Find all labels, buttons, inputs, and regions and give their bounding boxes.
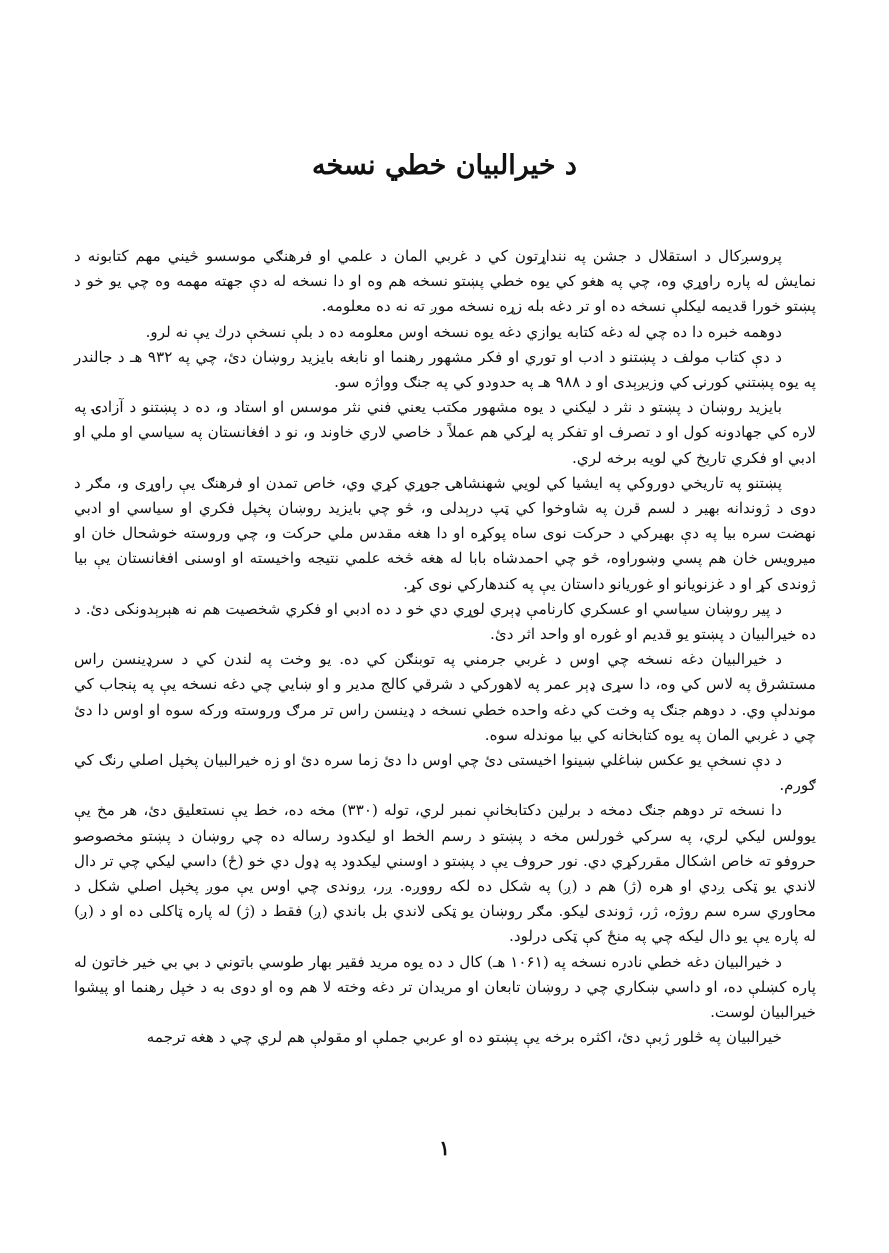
paragraph: د خيرالبيان دغه نسخه چي اوس د غربي جرمني په توبنګن کي ده. يو وخت په لندن کي د سرډينسن راس مستشرق په لاس کي وه، دا سړی ډېر عمر په لاهورکي د شرقي کالج مدير و او ښايي چي دغه نسخه يې په پنجاب کي موندلې وي. د دوهم جنګ په وخت کي دغه واحده خطي نسخه د ډينسن راس تر مرګ وروسته ورکه سوه او اوس دا دئ چي د غربي المان په يوه کتابخانه کي بيا موندله سوه. <box>74 650 816 744</box>
paragraph: د خيرالبيان دغه خطي نادره نسخه په (۱۰۶۱ هـ) کال د ده يوه مريد فقير بهار طوسي باتوني د بي بي خير خاتون له پاره کښلې ده، او داسي ښکاري چي د روښان تابعان او مريدان تر دغه وخته لا هم وه او دوی به د خپل رهنما او پيشوا خيرالبيان لوست. <box>74 952 816 1022</box>
page-number: ۱ <box>439 1136 450 1160</box>
paragraph: پښتنو په تاريخي دوروکي په ايشيا کي لويي شهنشاهۍ جوړي کړي وي، خاص تمدن او فرهنګ يې راوړی و، مګر د دوی د ژوندانه بهير د لسم قرن په شاوخوا کي ټپ درېدلی و، څو چي بايزيد روښان پخپل فکري او سياسي او ادبي نهضت سره بيا په دې بهيرکي د حرکت نوی ساه پوکړه او دا هغه مقدس ملي حرکت و، چي وروسته خوشحال خان او ميرويس خان هم پسي وښوراوه، څو چي احمدشاه بابا له هغه څخه علمي نتيجه واخيسته او اوسنی افغانستان يې بيا ژوندی کړ او د غزنويانو او غوريانو داستان يې په کندهارکي نوی کړ. <box>74 473 816 593</box>
paragraph: د دې نسخې يو عکس ښاغلي ښينوا اخيستی دئ چي اوس دا دئ زما سره دئ او زه خيرالبيان پخپل اصلي رنګ کي ګورم. <box>74 751 816 795</box>
paragraph: دوهمه خبره دا ده چي له دغه کتابه يوازي دغه يوه نسخه اوس معلومه ده د بلې نسخې درك يې نه لرو. <box>145 322 782 341</box>
page-title: د خيرالبيان خطي نسخه <box>312 150 577 181</box>
paragraph: د دې کتاب مولف د پښتنو د ادب او توري او فکر مشهور رهنما او نابغه بايزيد روښان دئ، چي په ۹۳۲ هـ د جالندر په يوه پښتني کورنۍ کي وزيږېدی او د ۹۸۸ هـ په حدودو کي په جنګ وواژه سو. <box>74 347 816 392</box>
body-text <box>74 244 816 1051</box>
paragraph: دا نسخه تر دوهم جنګ دمخه د برلين دکتابخانې نمبر لري، توله (۳۳۰) مخه ده، خط يې نستعليق دئ، هر مخ يې يوولس ليکي لري، په سرکي څورلس مخه د پښتو د رسم الخط او ليکدود رساله ده چي روښان د پښتو مخصوصو حروفو ته خاص اشکال مقررکړي دي. نور حروف يې د پښتو د اوسني ليکدود په ډول دي خو (ځ) داسي ليکي چي تر دال لاندي يو ټکی ږدي او هره (ژ) هم د (ږ) په شکل ده لکه رووږه. ږر، ږوندی چي اوس يې موږ پخپل اصلي شکل د محاوري سره سم روژه، ژر، ژوندی ليکو. مګر روښان يو ټکی لاندي بل باندي (ږ) فقط د (ژ) له پاره ټاکلی ده او د (ږ) له پاره يې يو دال ليکه چي په منځ کې ټکی درلود. <box>74 801 816 946</box>
paragraph: خيرالبيان په څلور ژبې دئ، اکثره برخه يې پښتو ده او عربي جملې او مقولې هم لري چي د هغه ترجمه <box>146 1028 782 1047</box>
paragraph: پروسږکال د استقلال د جشن په ننداړتون کي د غربي المان د علمي او فرهنګي موسسو څيني مهم کتابونه د نمايش له پاره راوړي وه، چي په هغو کي يوه خطي پښتو نسخه هم وه او دا نسخه له دې جهته مهمه وه چي يو خو د پښتو خورا قديمه ليکلې نسخه ده او تر دغه بله زړه نسخه موږ ته نه ده معلومه. <box>74 247 816 316</box>
paragraph: بايزيد روښان د پښتو د نثر د ليکني د يوه مشهور مکتب يعني فني نثر موسس او استاد و، ده د پښتنو د آزادۍ په لاره کي جهادونه کول او د تصرف او تفکر په لړکي هم عملاً د خاصي لاري خاوند و، نو د افغانستان په سياسي او ملي او ادبي او فکري تاريخ کي لويه برخه لري. <box>74 398 816 467</box>
paragraph: د پير روښان سياسي او عسکري کارنامې ډېري لوړي دي خو د ده ادبي او فکري شخصيت هم نه هېرېدونکی دئ. د ده خيرالبيان د پښتو يو قديم او غوره او واحد اثر دئ. <box>74 599 816 644</box>
